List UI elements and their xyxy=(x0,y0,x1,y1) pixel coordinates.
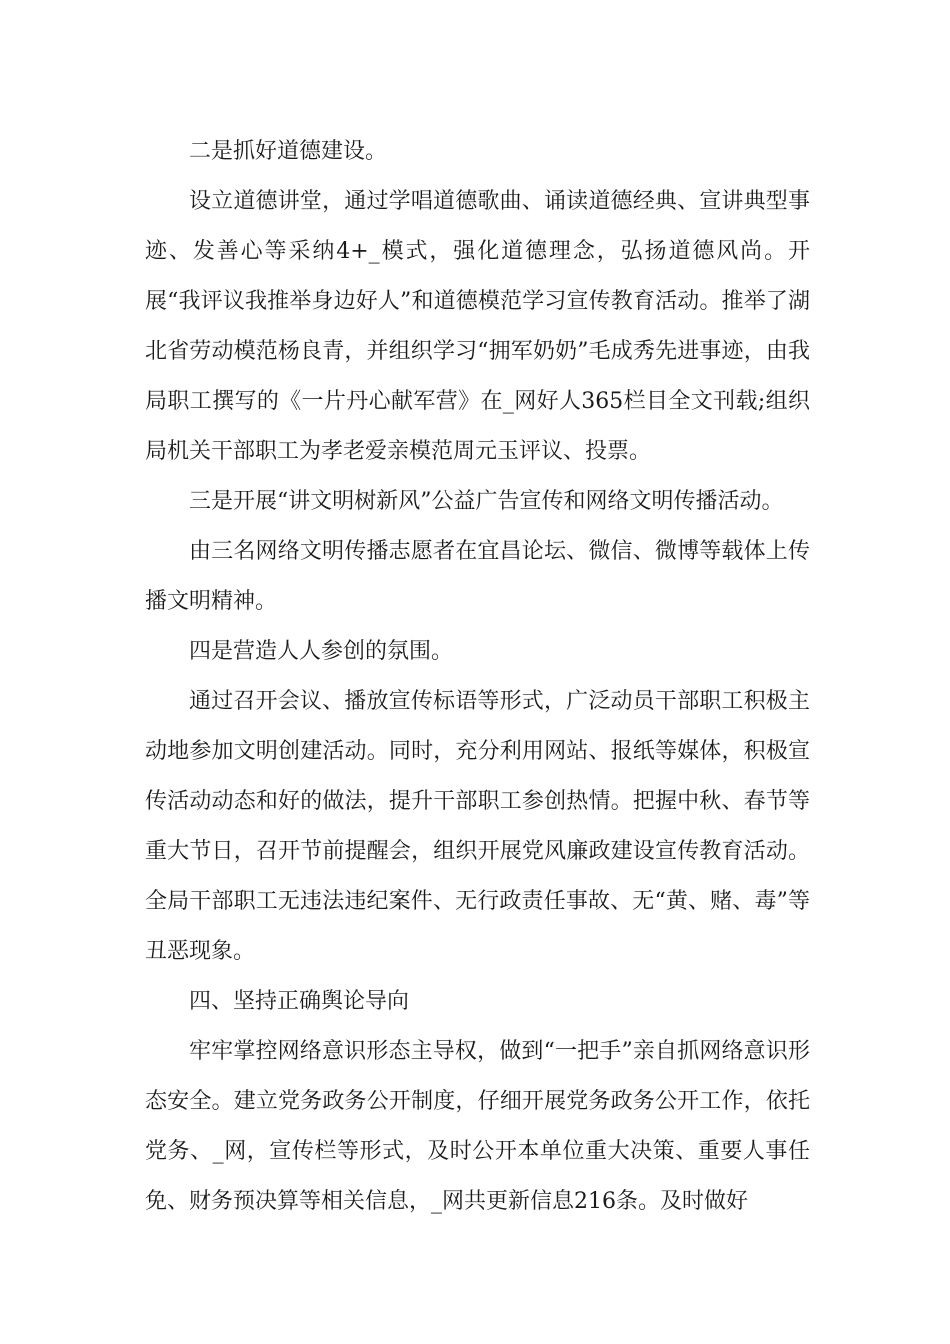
paragraph-3: 三是开展“讲文明树新风”公益广告宣传和网络文明传播活动。 xyxy=(189,489,784,514)
paragraph-6: 通过召开会议、播放宣传标语等形式，广泛动员干部职工积极主动地参加文明创建活动。同时，充分利用网站、报纸等媒体，积极宣传活动动态和好的做法，提升干部职工参创热情。把握中秋、春节等重大节日，召开节前提醒会，组织开展党风廉政建设宣传教育活动。全局干部职工无违法违纪案件、无行政责任事故、无“黄、赌、毒”等丑恶现象。 xyxy=(145,689,810,964)
paragraph-2: 设立道德讲堂，通过学唱道德歌曲、诵读道德经典、宣讲典型事迹、发善心等采纳4+_模式，强化道德理念，弘扬道德风尚。开展“我评议我推举身边好人”和道德模范学习宣传教育活动。推举了湖北省劳动模范杨良青，并组织学习“拥军奶奶”毛成秀先进事迹，由我局职工撰写的《一片丹心献军营》在_网好人365栏目全文刊载;组织局机关干部职工为孝老爱亲模范周元玉评议、投票。 xyxy=(145,189,810,464)
paragraph-1: 二是抓好道德建设。 xyxy=(189,139,388,164)
paragraph-8: 牢牢掌控网络意识形态主导权，做到“一把手”亲自抓网络意识形态安全。建立党务政务公开制度，仔细开展党务政务公开工作，依托党务、_网，宣传栏等形式，及时公开本单位重大决策、重要人事任免、财务预决算等相关信息，_网共更新信息216条。及时做好 xyxy=(145,1039,810,1214)
paragraph-5: 四是营造人人参创的氛围。 xyxy=(189,639,454,664)
paragraph-4: 由三名网络文明传播志愿者在宜昌论坛、微信、微博等载体上传播文明精神。 xyxy=(145,539,810,614)
section-heading: 四、坚持正确舆论导向 xyxy=(189,989,410,1014)
document-body xyxy=(145,127,810,1227)
